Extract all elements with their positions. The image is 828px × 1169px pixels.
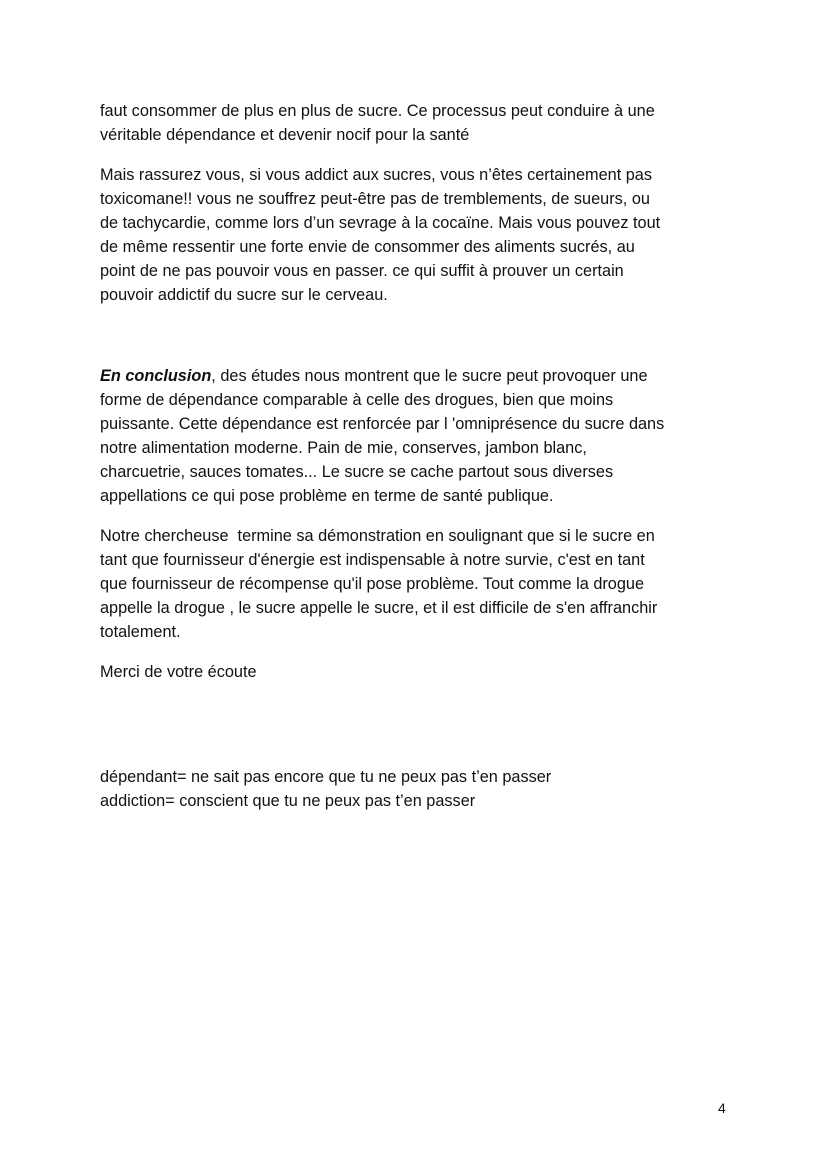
paragraph-thanks — [100, 660, 257, 684]
text-fragment: , des études nous montrent que le sucre peut provoquer une — [211, 367, 648, 385]
text-line: toxicomane!! vous ne souffrez peut-être pas de tremblements, de sueurs, ou — [100, 190, 650, 208]
definition-addiction: addiction= conscient que tu ne peux pas t’en passer — [100, 792, 476, 810]
text-line: véritable dépendance et devenir nocif pour la santé — [100, 126, 470, 144]
text-line: pouvoir addictif du sucre sur le cerveau. — [100, 286, 388, 304]
text-line: notre alimentation moderne. Pain de mie, conserves, jambon blanc, — [100, 439, 587, 457]
text-line: charcuetrie, sauces tomates... Le sucre se cache partout sous diverses — [100, 463, 614, 481]
conclusion-lead: En conclusion — [100, 367, 212, 385]
text-line: faut consommer de plus en plus de sucre. Ce processus peut conduire à une — [100, 102, 655, 120]
page-number: 4 — [718, 1100, 726, 1116]
text-line: Merci de votre écoute — [100, 663, 257, 681]
text-line: de même ressentir une forte envie de consommer des aliments sucrés, au — [100, 238, 635, 256]
text-line: forme de dépendance comparable à celle des drogues, bien que moins — [100, 391, 614, 409]
text-line: point de ne pas pouvoir vous en passer. ce qui suffit à prouver un certain — [100, 262, 624, 280]
paragraph-researcher — [100, 524, 657, 644]
paragraph-reassurance — [100, 163, 660, 307]
text-line: que fournisseur de récompense qu'il pose problème. Tout comme la drogue — [100, 575, 645, 593]
text-line: de tachycardie, comme lors d’un sevrage à la cocaïne. Mais vous pouvez tout — [100, 214, 661, 232]
definitions-note — [100, 765, 551, 813]
text-line: appelle la drogue , le sucre appelle le sucre, et il est difficile de s'en affranchir — [100, 599, 658, 617]
paragraph-sugar-process — [100, 99, 655, 147]
text-line: totalement. — [100, 623, 181, 641]
definition-dependant: dépendant= ne sait pas encore que tu ne peux pas t’en passer — [100, 768, 552, 786]
text-line — [100, 364, 664, 388]
text-line: tant que fournisseur d'énergie est indispensable à notre survie, c'est en tant — [100, 551, 645, 569]
text-line: puissante. Cette dépendance est renforcée par l 'omniprésence du sucre dans — [100, 415, 665, 433]
text-line: Mais rassurez vous, si vous addict aux sucres, vous n’êtes certainement pas — [100, 166, 653, 184]
text-line: appellations ce qui pose problème en terme de santé publique. — [100, 487, 554, 505]
text-line: Notre chercheuse termine sa démonstration en soulignant que si le sucre en — [100, 527, 655, 545]
paragraph-conclusion — [100, 364, 664, 508]
